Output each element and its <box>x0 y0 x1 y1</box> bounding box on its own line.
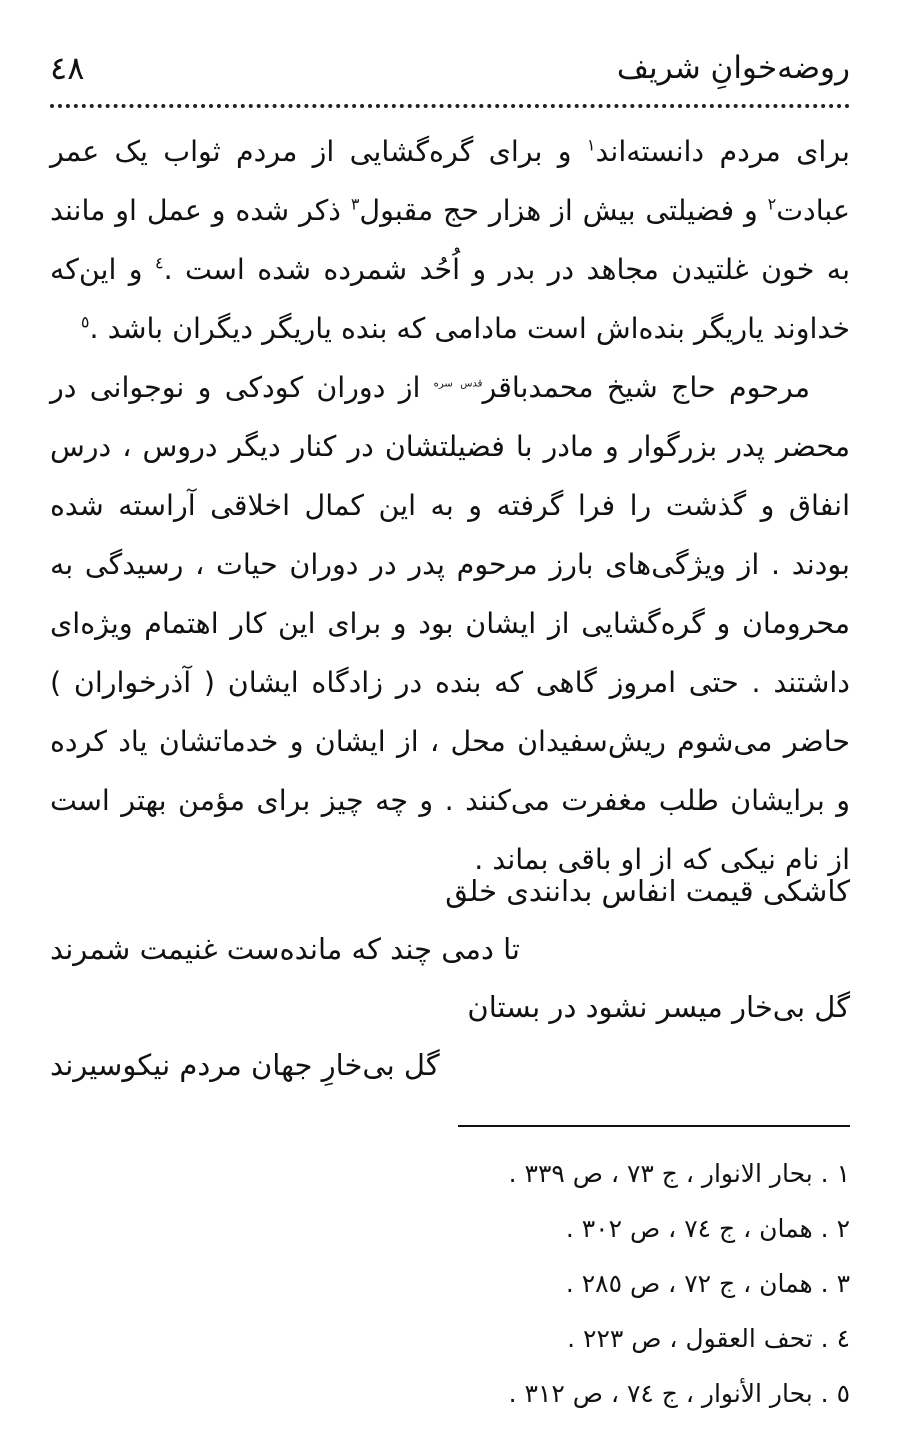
body-text <box>50 122 850 889</box>
paragraph-1-segment-2: و برای گره‌گشایی از مردم ثواب یک عمر عبادت <box>50 135 850 227</box>
honorific-mark: قدس سره <box>433 378 483 390</box>
poem <box>50 862 850 1094</box>
paragraph-1-segment-4: ذکر شده و عمل او مانند به خون غلتیدن مجاهد در بدر و اُحُد شمرده شده است . <box>50 194 850 286</box>
book-title: روضه‌خوانِ شریف <box>616 50 850 86</box>
poem-line-4: گل بی‌خارِ جهان مردم نیکوسیرند <box>50 1048 440 1082</box>
footnote-ref-3: ٣ <box>350 194 360 214</box>
poem-line-2: تا دمی چند که مانده‌ست غنیمت شمرند <box>50 932 520 966</box>
footnote-ref-2: ٢ <box>767 194 777 214</box>
footnotes <box>50 1146 850 1421</box>
poem-line-1: کاشکی قیمت انفاس بدانندی خلق <box>445 874 850 908</box>
footnote-1: ١ . بحار الانوار ، ج ٧٣ ، ص ٣٣٩ . <box>508 1159 850 1188</box>
footnote-2: ٢ . همان ، ج ٧٤ ، ص ٣٠٢ . <box>565 1214 850 1243</box>
paragraph-2-segment-2: از دوران کودکی و نوجوانی در محضر پدر بزرگوار و مادر با فضیلتشان در کنار دیگر دروس ، درس انفاق و گذشت را فرا گرفته و به این کمال اخلاقی آراسته شده بودند . از ویژگی‌های بارز مرحوم پدر در دوران حیات ، رسیدگی به محرومان و گره‌گشایی از ایشان بود و برای این کار اهتمام ویژه‌ای داشتند . حتی امروز گاهی که بنده در زادگاه ایشان ( آذرخواران ) حاضر می‌شوم ریش‌سفیدان محل ، از ایشان و خدماتشان یاد کرده و برایشان طلب مغفرت می‌کنند . و چه چیز برای مؤمن بهتر است از نام نیکی که از او باقی بماند . <box>50 371 850 876</box>
page-number: ٤٨ <box>50 49 85 87</box>
page-header <box>50 40 850 96</box>
paragraph-2-segment-1: مرحوم حاج شیخ محمدباقر <box>482 371 810 404</box>
footnote-ref-4: ٤ <box>154 253 164 273</box>
paragraph-1-segment-5: و این‌که خداوند یاریگر بنده‌اش است مادامی که بنده یاریگر دیگران باشد . <box>50 253 850 345</box>
footnote-5: ٥ . بحار الأنوار ، ج ٧٤ ، ص ٣١٢ . <box>508 1379 850 1408</box>
footnote-3: ٣ . همان ، ج ٧٢ ، ص ٢٨٥ . <box>565 1269 850 1298</box>
paragraph-2 <box>50 358 850 889</box>
footnote-ref-5: ٥ <box>80 312 90 332</box>
paragraph-1-segment-3: و فضیلتی بیش از هزار حج مقبول <box>359 194 768 227</box>
footnote-separator <box>458 1125 850 1127</box>
paragraph-1-segment-1: برای مردم دانسته‌اند <box>595 135 850 168</box>
footnote-ref-1: ١ <box>586 135 596 155</box>
poem-line-3: گل بی‌خار میسر نشود در بستان <box>467 990 850 1024</box>
header-dotted-divider <box>50 104 850 108</box>
footnote-4: ٤ . تحف العقول ، ص ٢٢٣ . <box>567 1324 850 1353</box>
paragraph-1 <box>50 122 850 358</box>
